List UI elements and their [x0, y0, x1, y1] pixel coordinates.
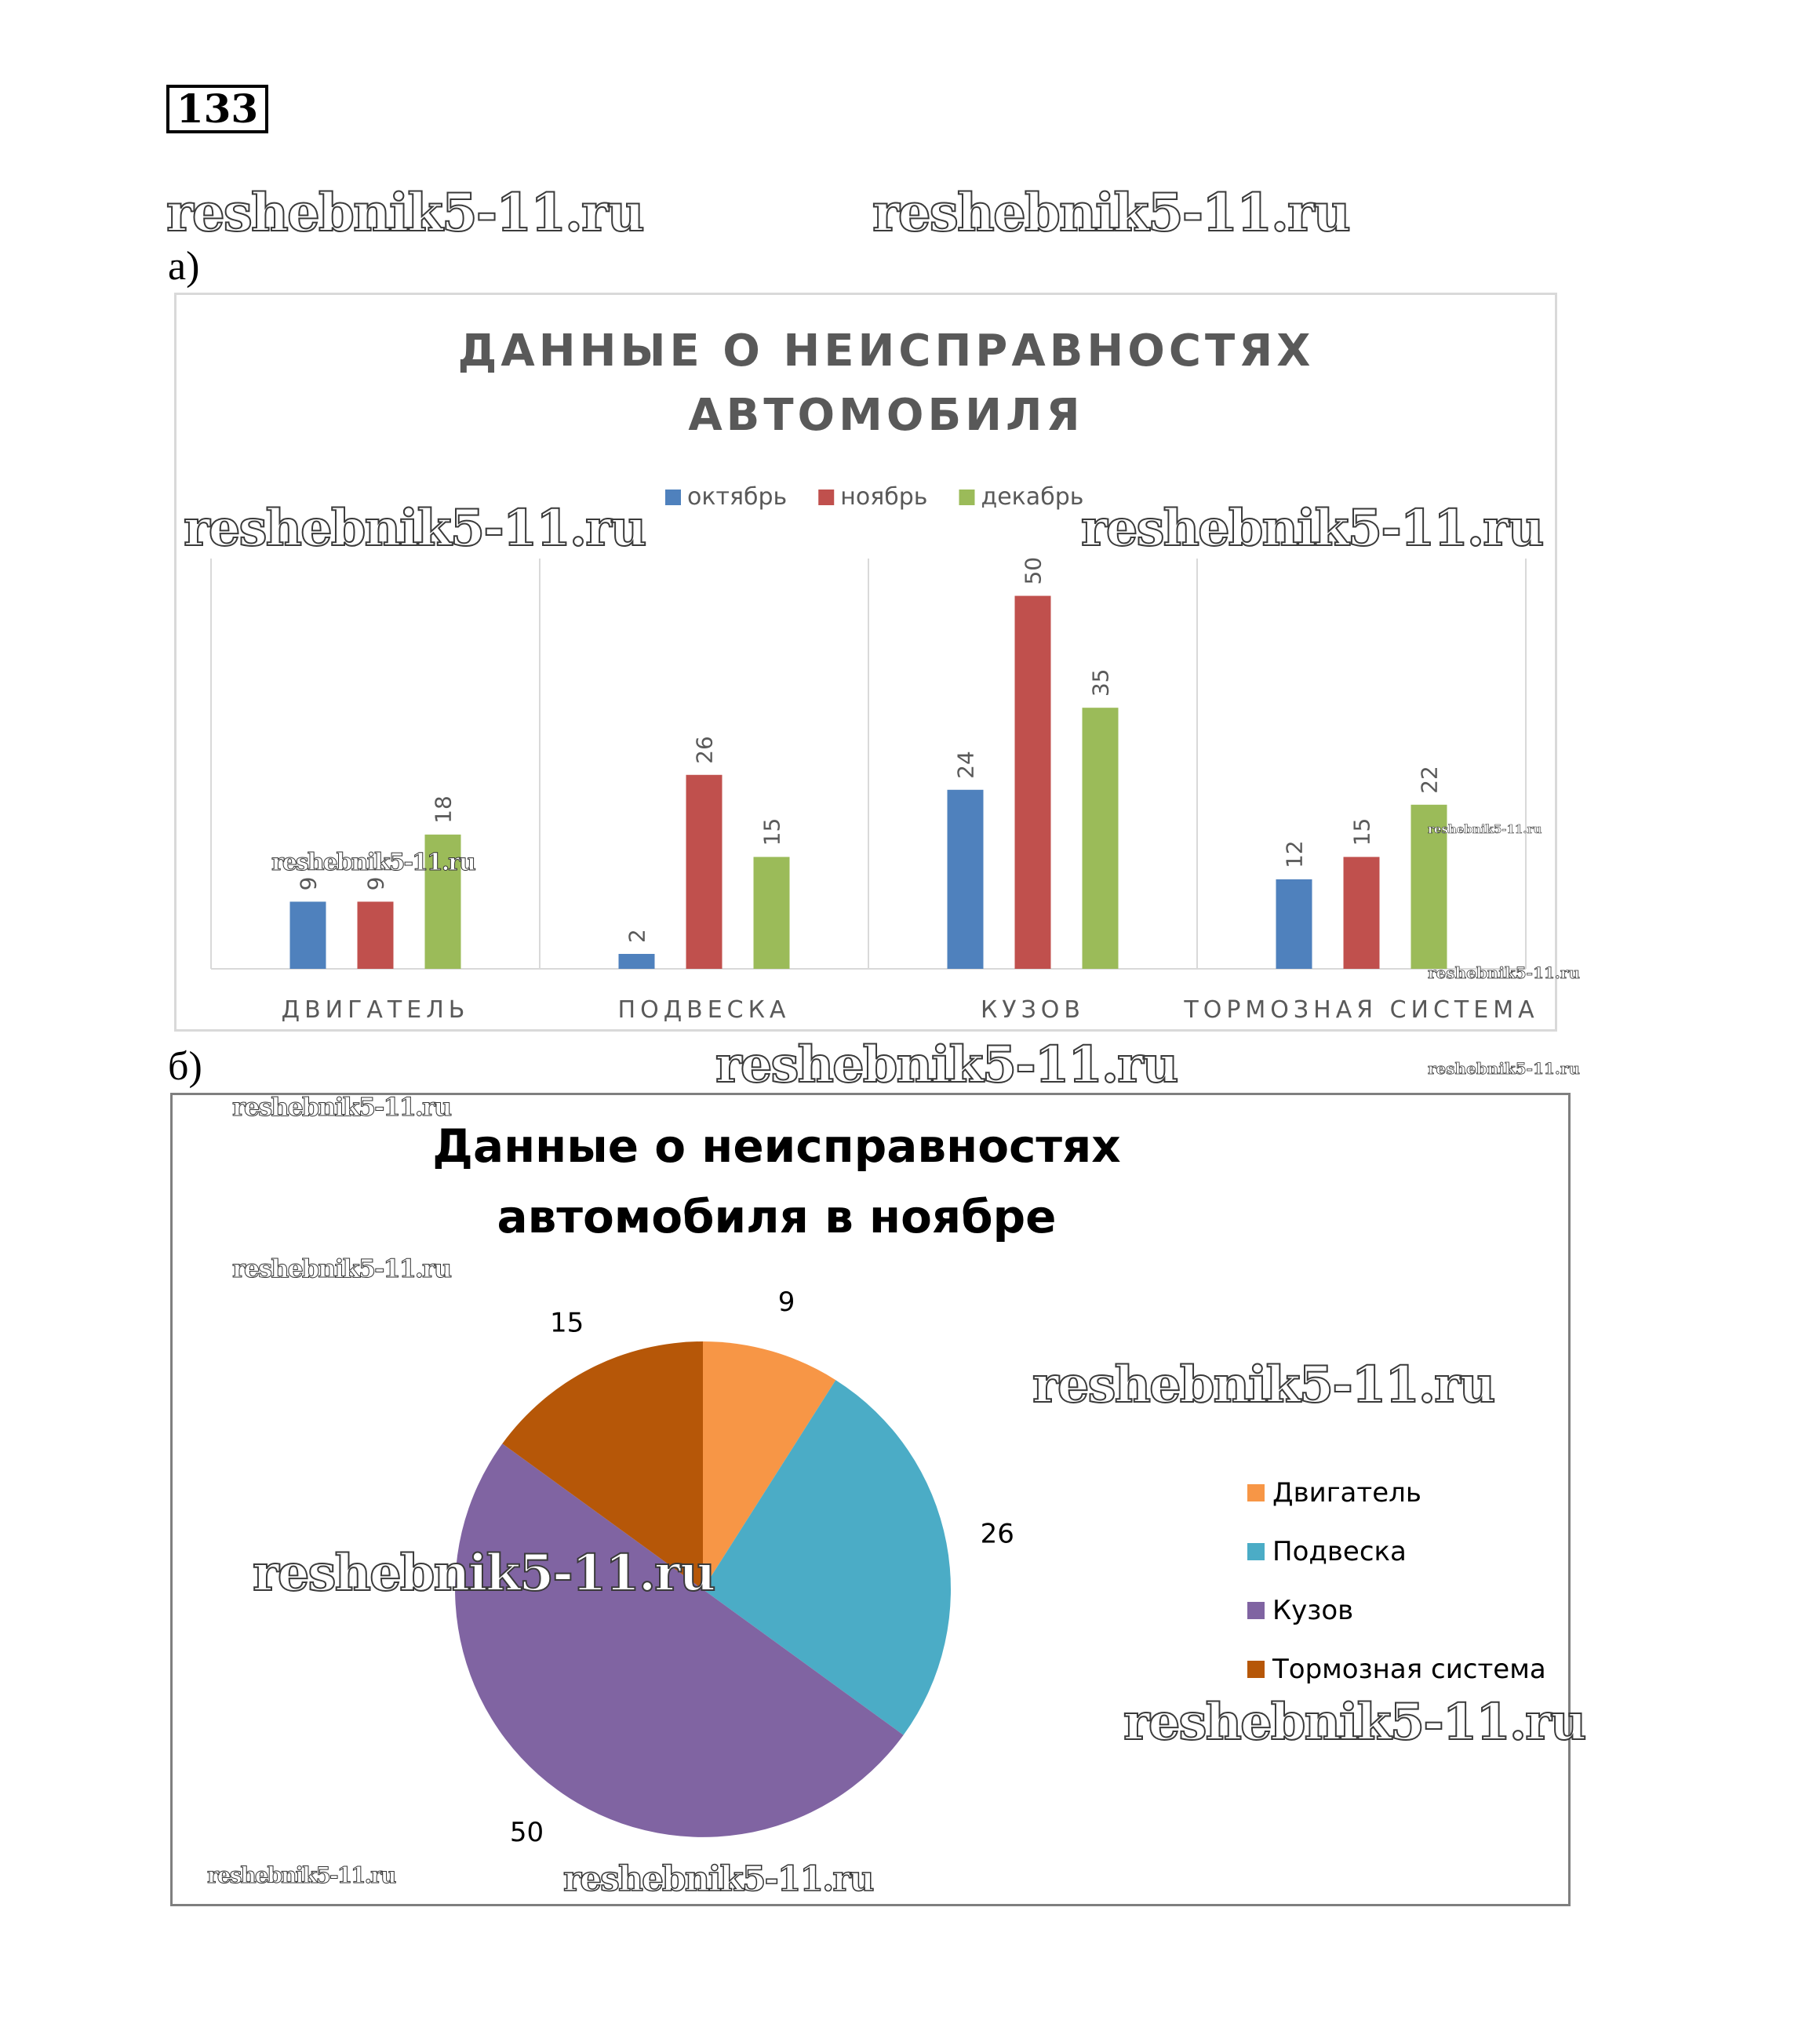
bar: [1344, 857, 1380, 969]
pie-chart-frame: [170, 1093, 1571, 1906]
bar-data-label: 26: [691, 736, 718, 764]
bar: [619, 954, 655, 969]
category-tick-label: КУЗОВ: [980, 996, 1086, 1024]
legend-label-0: Двигатель: [1272, 1477, 1421, 1509]
watermark: reshebnik5-11.ru: [232, 1092, 451, 1122]
bar-data-label: 18: [430, 795, 457, 824]
legend-label-1: Подвеска: [1272, 1536, 1407, 1567]
legend-label-1: ноябрь: [840, 483, 928, 511]
legend-label-3: Тормозная система: [1272, 1654, 1546, 1685]
watermark: reshebnik5-11.ru: [232, 1254, 451, 1283]
bar-data-label: 15: [1349, 817, 1375, 846]
bar-data-label: 12: [1281, 840, 1308, 868]
legend-swatch-2: [959, 490, 974, 505]
legend-swatch-2: [1247, 1602, 1265, 1619]
pie-data-label: 50: [509, 1817, 544, 1849]
watermark: reshebnik5-11.ru: [184, 499, 646, 558]
bar-data-label: 24: [952, 751, 979, 779]
chart-title-line: автомобиля в ноябре: [497, 1190, 1057, 1243]
chart-title-line: ДАННЫЕ О НЕИСПРАВНОСТЯХ: [457, 326, 1315, 377]
bar: [686, 775, 723, 969]
watermark: reshebnik5-11.ru: [207, 1862, 395, 1888]
bar: [1015, 596, 1051, 969]
bar-data-label: 35: [1087, 668, 1114, 697]
watermark: reshebnik5-11.ru: [563, 1859, 873, 1899]
category-tick-label: ТОРМОЗНАЯ СИСТЕМА: [1184, 996, 1539, 1024]
chart-title-line: АВТОМОБИЛЯ: [688, 390, 1084, 441]
bar-data-label: 22: [1416, 766, 1443, 794]
watermark: reshebnik5-11.ru: [1032, 1356, 1494, 1414]
bar: [1083, 708, 1119, 969]
pie-chart: [173, 1095, 1568, 1904]
pie-data-label: 15: [549, 1307, 584, 1339]
watermark: reshebnik5-11.ru: [271, 849, 475, 876]
legend-label-2: декабрь: [981, 483, 1084, 511]
bar: [948, 790, 984, 969]
watermark: reshebnik5-11.ru: [1428, 822, 1542, 836]
watermark: reshebnik5-11.ru: [166, 182, 643, 243]
bar-chart-frame: [174, 293, 1557, 1032]
legend-swatch-1: [1247, 1543, 1265, 1560]
bar-data-label: 50: [1020, 556, 1046, 585]
part-b-label: б): [168, 1044, 202, 1089]
watermark: reshebnik5-11.ru: [1428, 1059, 1580, 1078]
task-number: 133: [166, 85, 268, 133]
legend-swatch-0: [665, 490, 681, 505]
legend-swatch-3: [1247, 1661, 1265, 1678]
watermark: reshebnik5-11.ru: [872, 182, 1349, 243]
bar: [290, 901, 326, 969]
legend-label-2: Кузов: [1272, 1595, 1354, 1626]
watermark: reshebnik5-11.ru: [1428, 963, 1580, 982]
chart-title-line: Данные о неисправностях: [432, 1119, 1121, 1173]
bar: [1276, 879, 1312, 969]
category-tick-label: ПОДВЕСКА: [617, 996, 791, 1024]
legend-swatch-0: [1247, 1484, 1265, 1501]
bar: [358, 901, 394, 969]
watermark: reshebnik5-11.ru: [715, 1036, 1178, 1094]
pie-data-label: 26: [980, 1518, 1014, 1550]
bar-data-label: 15: [759, 817, 785, 846]
part-a-label: а): [168, 244, 200, 289]
legend-swatch-1: [818, 490, 834, 505]
bar: [754, 857, 790, 969]
pie-data-label: 9: [777, 1287, 795, 1319]
category-tick-label: ДВИГАТЕЛЬ: [281, 996, 470, 1024]
bar-data-label: 9: [295, 876, 322, 891]
watermark: reshebnik5-11.ru: [253, 1544, 715, 1603]
watermark: reshebnik5-11.ru: [1123, 1693, 1585, 1752]
bar-chart: [177, 295, 1555, 1029]
bar-data-label: 2: [624, 929, 650, 943]
legend-label-0: октябрь: [687, 483, 788, 511]
bar-data-label: 9: [362, 876, 389, 891]
watermark: reshebnik5-11.ru: [1081, 499, 1543, 558]
